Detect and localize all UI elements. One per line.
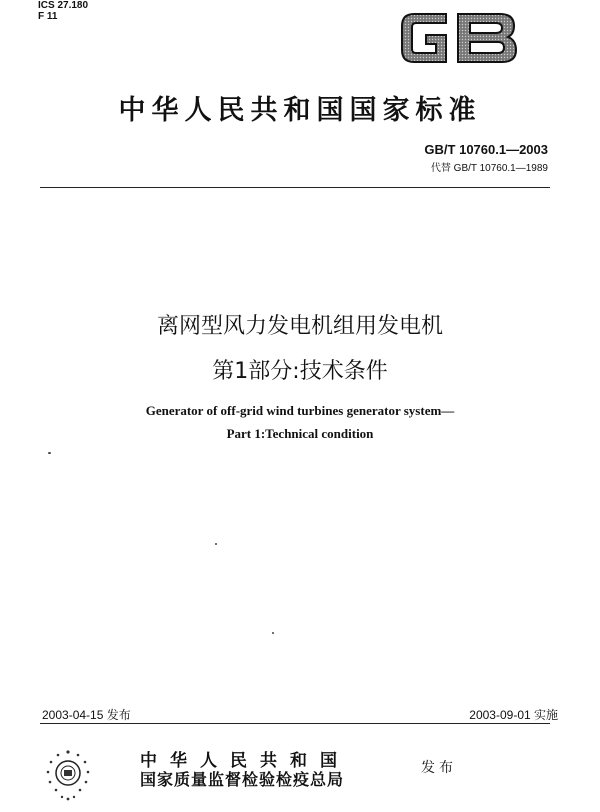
standard-number-block	[424, 142, 548, 174]
implementation-date: 2003-09-01 实施	[469, 708, 558, 722]
replaces-standard: 代替 GB/T 10760.1—1989	[430, 163, 548, 174]
standard-title: 中华人民共和国国家标准	[118, 95, 482, 126]
chinese-title-line2: 第1部分:技术条件	[212, 359, 388, 384]
english-title-line1: Generator of off-grid wind turbines generator system—	[145, 403, 455, 418]
scan-mark	[215, 543, 217, 545]
english-title-line2: Part 1:Technical condition	[226, 426, 374, 441]
issue-date: 2003-04-15 发布	[42, 708, 131, 722]
chinese-title-line1: 离网型风力发电机组用发电机	[156, 314, 443, 339]
top-divider	[40, 187, 550, 188]
ccs-code: F 11	[38, 11, 58, 22]
publish-label: 发布	[421, 760, 457, 776]
scan-mark	[272, 632, 274, 634]
ics-code: ICS 27.180	[38, 0, 89, 11]
publisher-line2: 国家质量监督检验检疫总局	[140, 770, 345, 789]
standard-number: GB/T 10760.1—2003	[424, 142, 548, 157]
classification-codes	[38, 0, 88, 22]
gb-logo	[398, 8, 520, 68]
publisher-line1: 中华人民共和国	[140, 751, 350, 771]
scan-mark	[48, 452, 51, 454]
bottom-divider	[40, 723, 550, 724]
publisher-seal-icon	[42, 746, 94, 802]
